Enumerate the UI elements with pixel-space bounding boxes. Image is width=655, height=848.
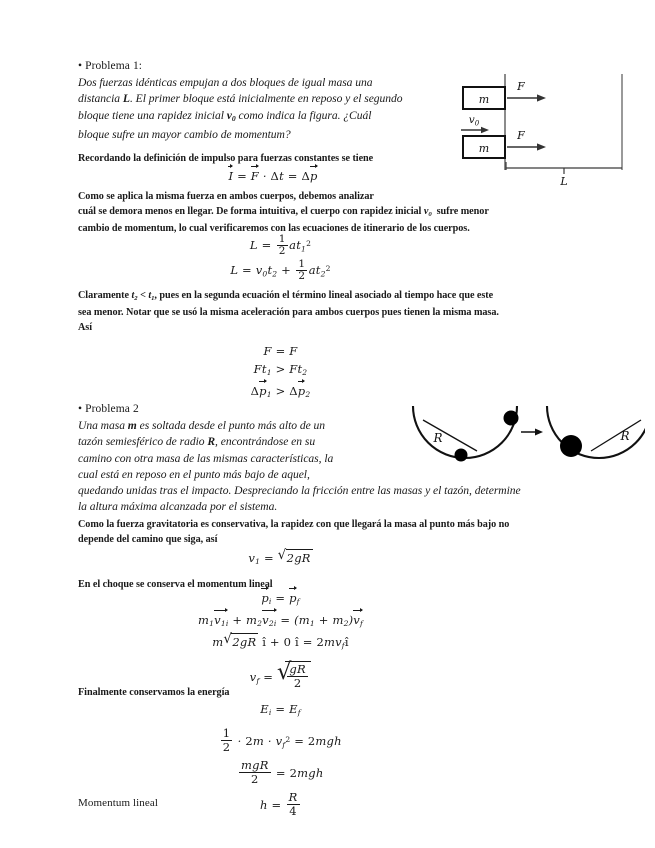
problem2-energy-intro: [78, 518, 578, 547]
problem2-statement: [78, 418, 397, 483]
equation-Ft-inequality: $Ft_1 > Ft_2$: [253, 362, 308, 378]
problem1-statement-line-4: bloque sufre un mayor cambio de momentum?: [78, 128, 291, 142]
problem2-statement-line-2: tazón semiesférico de radio R, encontrándose en su: [78, 435, 316, 449]
problem2-title: • Problema 2: [78, 403, 139, 415]
problem1-conclusion-text: [78, 289, 558, 336]
problem2-energy-conservation-intro: Finalmente conservamos la energía: [78, 687, 230, 698]
problem1-statement-line-3: bloque tiene una rapidez inicial $v_0$ como indica la figura. ¿Cuál: [78, 108, 372, 123]
problem1-statement-line-2: distancia L. El primer bloque está inicialmente en reposo y el segundo: [78, 92, 403, 106]
svg-text:R: R: [620, 429, 630, 443]
svg-text:R: R: [433, 431, 443, 445]
equation-mgR-2mgh: $\frac{\text{mgR}}{2}$ = 2mgh: [241, 758, 324, 786]
problem1-final-equations: [78, 342, 483, 404]
problem1-title: • Problema 1:: [78, 60, 143, 72]
problem1-conclusion-line-2: sea menor. Notar que se usó la misma aceleración para ambos cuerpos pues tienen la misma masa.: [78, 307, 499, 319]
equation-Ei-Ef: $E_i = E_f$: [260, 702, 301, 718]
equation-momentum-substituted: m √ 2gR î + 0 î = $2mv_fî$: [78, 633, 483, 654]
problem2-energy-intro-line-2: depende del camino que siga, así: [78, 533, 218, 545]
problem2-v1-equation: $v_1$ = √ 2gR: [78, 548, 483, 571]
problem2-statement-line-6: la altura máxima alcanzada por el sistema.: [78, 500, 278, 514]
problem2-statement-line-3: camino con otra masa de las mismas características, la: [78, 451, 334, 465]
equation-F-equals-F: F = F: [263, 344, 298, 358]
problem2-momentum-intro: En el choque se conserva el momentum lineal: [78, 579, 273, 590]
problem1-conclusion-line-3: Así: [78, 322, 93, 334]
problem1-kinematics-equations: [78, 233, 483, 283]
problem1-impulse-equation: I = F · Δt = Δp: [228, 169, 318, 183]
problem2-energy-intro-line-1: Como la fuerza gravitatoria es conservativa, la rapidez con que llegará la masa al punto más bajo no: [78, 519, 510, 530]
equation-dp-inequality: $\Delta p_1 > \Delta p_2$: [250, 384, 311, 400]
equation-h-result: h = $\frac{R}{4}$: [259, 790, 298, 818]
equation-L-rest: L = $\frac{1}{2}$ $at_1^2$: [249, 233, 312, 258]
problem1-analysis-line-3: cambio de momentum, lo cual verificaremos con las ecuaciones de itinerario de los cuerpos.: [78, 223, 470, 235]
equation-vf-result: $v_f$ = √ $\frac{gR}{2}$: [78, 661, 483, 689]
problem1-analysis-line-2: cuál se demora menos en llegar. De forma intuitiva, el cuerpo con rapidez inicial $v_0$ sufre menor: [78, 205, 489, 218]
problem2-statement-line-1: Una masa m es soltada desde el punto más alto de un: [78, 419, 326, 432]
svg-text:L: L: [560, 175, 568, 187]
problem1-impulse-intro: Recordando la definición de impulso para fuerzas constantes se tiene: [78, 153, 374, 164]
problem2-momentum-equations: [78, 588, 483, 691]
problem1-conclusion-line-1: Claramente $t_2 < t_1$, pues en la segunda ecuación el término lineal asociado al tiempo hace que este: [78, 290, 494, 302]
equation-momentum-conservation: $m_1v_{1i} + m_2v_{2i} = (m_1 + m_2)v_f$: [78, 611, 483, 632]
problem2-statement-line-4: cual está en reposo en el punto más bajo de aquel,: [78, 467, 310, 481]
svg-text:F: F: [517, 80, 525, 93]
equation-pi-pf: $p_i = p_f$: [261, 591, 300, 607]
problem1-statement-line-1: Dos fuerzas idénticas empujan a dos bloques de igual masa una: [78, 76, 373, 89]
svg-text:F: F: [517, 129, 525, 142]
document-footer: Momentum lineal: [78, 797, 159, 809]
problem1-statement: [78, 75, 438, 143]
problem1-analysis-text: [78, 190, 548, 237]
equation-L-moving: $L = v_0t_2$ + $\frac{1}{2}$ $at_2^2$: [230, 257, 331, 282]
equation-kinetic-potential: $\frac{1}{2}$ · $2m \cdot v_f^2 = 2mgh$: [222, 726, 342, 754]
svg-text:m: m: [478, 93, 490, 106]
problem2-statement-tail: [78, 483, 570, 516]
problem1-figure: [455, 62, 645, 187]
problem2-figure: [395, 398, 645, 480]
problem1-analysis-line-1: Como se aplica la misma fuerza en ambos cuerpos, debemos analizar: [78, 191, 374, 202]
svg-text:m: m: [478, 142, 490, 155]
problem2-statement-line-5: quedando unidas tras el impacto. Despreciando la fricción entre las masas y el tazón, determine: [78, 484, 521, 497]
svg-text:v0: $v_0$: [468, 114, 480, 128]
